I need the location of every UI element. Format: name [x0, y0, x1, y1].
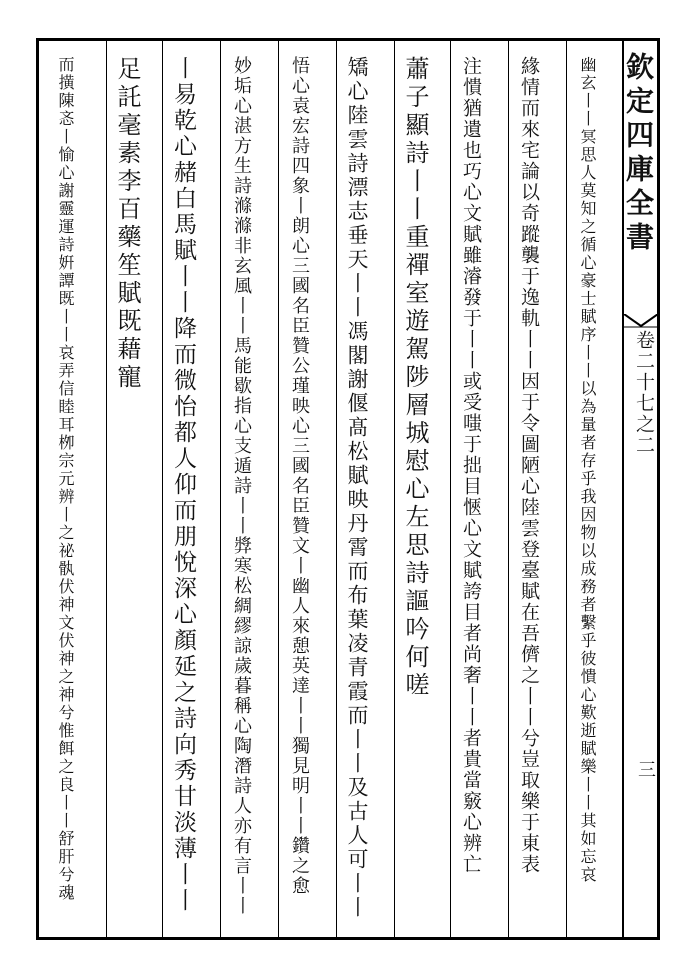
column-divider — [278, 40, 279, 938]
column-divider — [336, 40, 337, 938]
volume-label: 卷二十七之二 — [633, 330, 655, 456]
text-column-7: 妙垢心湛方生詩滌滌非玄風丨丨馬能歇指心支遁詩丨丨㢡寒松綢繆諒歲暮稱心陶潛詩人亦有言丨丨 — [231, 56, 252, 916]
fishtail-mark — [624, 314, 658, 328]
column-divider — [508, 40, 509, 938]
page-number: 三 — [635, 760, 656, 778]
text-column-9: 足託毫素李百藥笙賦既藉寵 — [113, 56, 141, 392]
column-divider — [220, 40, 221, 938]
text-column-3: 注憒猶遺也巧心文賦雖濬發于丨丨或受嗤于拙目愜心文賦誇目者尚奢丨丨者貴當竅心辨亡 — [460, 56, 482, 875]
text-column-5: 矯心陸雲詩漂志垂天丨丨馮閣謝偃髙松賦映丹霄而布葉凌青霞而丨丨及古人可丨丨 — [345, 56, 369, 920]
text-column-6: 悟心袁宏詩四象丨朗心三國名臣贊公瑾映心三國名臣贊文丨幽人來憩英達丨丨獨見明丨丨鑽之愈 — [289, 56, 310, 896]
column-divider — [162, 40, 163, 938]
book-title: 欽定四庫全書 — [622, 52, 655, 256]
text-column-10: 而撗陳忞丨愉心謝靈運詩姸譚既丨丨哀弄信睦耳栁宗元辨丨之祕骫伏神文伏神之神兮惟餌之良丨丨舒肝兮魂 — [56, 56, 75, 902]
column-divider — [106, 40, 107, 938]
column-divider — [450, 40, 451, 938]
text-column-8: 丨易乾心赭白馬賦丨丨降而微怡都人仰而朋悅深心顏延之詩向秀甘淡薄丨丨 — [170, 56, 196, 914]
column-divider — [394, 40, 395, 938]
text-column-4: 蕭子顯詩丨丨重禪室遊駕陟層城慰心左思詩謳吟何嗟 — [401, 56, 429, 700]
text-column-1: 幽玄丨丨冥思人莫知之循心豪士賦序丨丨以為量者存乎我因物以成務者繫乎彼憒心歎逝賦樂丨丨其如忘哀 — [578, 56, 597, 884]
column-divider — [566, 40, 567, 938]
text-column-2: 緣情而來宅論以奇蹤襲于逸軌丨丨因于令圖陋心陸雲登臺賦在吾儕之丨丨兮豈取樂于東表 — [518, 56, 540, 875]
